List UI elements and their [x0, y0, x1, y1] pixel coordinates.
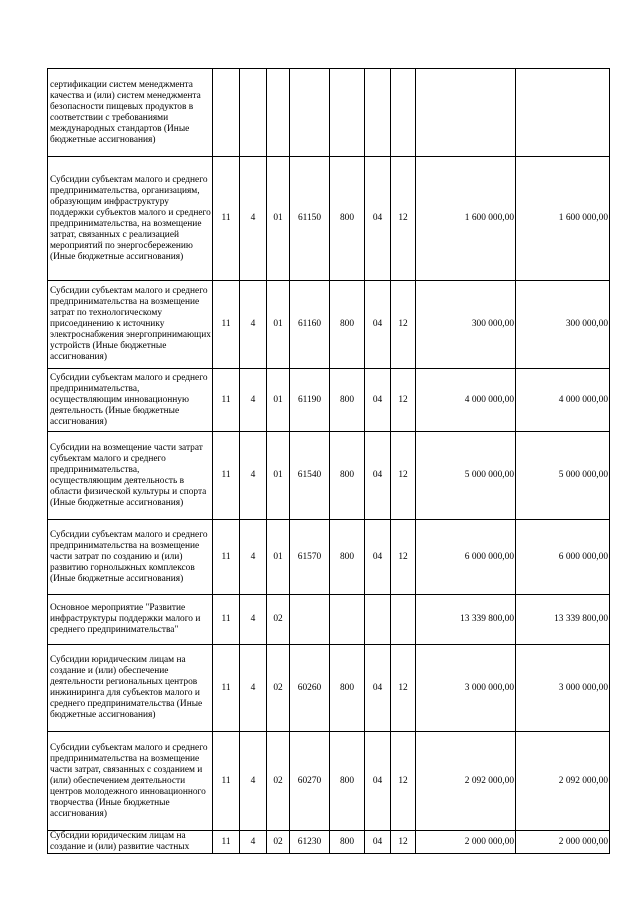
row-ministry-section: 04 [365, 831, 391, 854]
row-subprogram: 4 [240, 369, 267, 432]
row-description: Субсидии субъектам малого и среднего предпринимательства на возмещение части затрат, связанных с созданием и (или) обеспечением деятельности центров молодежного инновационного творчества (Иные бюджетные ассигнования) [48, 732, 213, 831]
row-section: 11 [213, 595, 240, 645]
row-target-code [290, 69, 330, 157]
row-description: сертификации систем менеджмента качества и (или) систем менеджмента безопасности пищевых продуктов в соответствии с требованиями международных стандартов (Иные бюджетные ассигнования) [48, 69, 213, 157]
row-event: 01 [267, 369, 290, 432]
row-target-code [290, 595, 330, 645]
row-expense-type: 800 [330, 281, 365, 369]
table-row [48, 69, 610, 157]
table-row [48, 831, 610, 854]
row-subsection: 12 [391, 520, 416, 595]
table-row [48, 732, 610, 831]
row-target-code: 61190 [290, 369, 330, 432]
row-amount-2: 2 092 000,00 [516, 732, 610, 831]
row-ministry-section [365, 69, 391, 157]
row-expense-type: 800 [330, 432, 365, 520]
row-section [213, 69, 240, 157]
row-description: Субсидии субъектам малого и среднего предпринимательства, осуществляющим инновационную деятельность (Иные бюджетные ассигнования) [48, 369, 213, 432]
row-subprogram: 4 [240, 645, 267, 732]
row-target-code: 60270 [290, 732, 330, 831]
row-ministry-section: 04 [365, 369, 391, 432]
row-amount-1: 2 092 000,00 [416, 732, 516, 831]
row-event: 02 [267, 831, 290, 854]
budget-table [47, 68, 610, 854]
table-row [48, 645, 610, 732]
row-ministry-section: 04 [365, 645, 391, 732]
row-ministry-section [365, 595, 391, 645]
row-amount-2: 13 339 800,00 [516, 595, 610, 645]
row-ministry-section: 04 [365, 432, 391, 520]
row-amount-2: 5 000 000,00 [516, 432, 610, 520]
row-subprogram: 4 [240, 520, 267, 595]
row-target-code: 61570 [290, 520, 330, 595]
row-event: 02 [267, 732, 290, 831]
row-amount-2 [516, 69, 610, 157]
table-row [48, 432, 610, 520]
row-description: Субсидии юридическим лицам на создание и (или) развитие частных [48, 831, 213, 854]
row-expense-type [330, 69, 365, 157]
row-target-code: 61230 [290, 831, 330, 854]
row-target-code: 60260 [290, 645, 330, 732]
row-subsection: 12 [391, 732, 416, 831]
row-ministry-section: 04 [365, 157, 391, 281]
row-description: Субсидии субъектам малого и среднего предпринимательства на возмещение части затрат по созданию и (или) развитию горнолыжных комплексов (Иные бюджетные ассигнования) [48, 520, 213, 595]
row-description: Основное мероприятие "Развитие инфраструктуры поддержки малого и среднего предпринимательства" [48, 595, 213, 645]
row-expense-type: 800 [330, 520, 365, 595]
row-amount-1 [416, 69, 516, 157]
row-event: 02 [267, 645, 290, 732]
row-subsection [391, 69, 416, 157]
row-expense-type: 800 [330, 645, 365, 732]
row-subsection: 12 [391, 157, 416, 281]
table-row [48, 281, 610, 369]
row-description: Субсидии на возмещение части затрат субъектам малого и среднего предпринимательства, осуществляющим деятельность в области физической культуры и спорта (Иные бюджетные ассигнования) [48, 432, 213, 520]
row-section: 11 [213, 157, 240, 281]
table-row [48, 595, 610, 645]
row-subsection [391, 595, 416, 645]
row-subsection: 12 [391, 432, 416, 520]
row-ministry-section: 04 [365, 281, 391, 369]
table-row [48, 369, 610, 432]
row-event: 02 [267, 595, 290, 645]
row-subsection: 12 [391, 645, 416, 732]
row-target-code: 61160 [290, 281, 330, 369]
row-description: Субсидии субъектам малого и среднего предпринимательства, организациям, образующим инфраструктуру поддержки субъектов малого и среднего предпринимательства, на возмещение затрат, связанных с реализацией мероприятий по энергосбережению (Иные бюджетные ассигнования) [48, 157, 213, 281]
row-amount-2: 300 000,00 [516, 281, 610, 369]
row-amount-2: 6 000 000,00 [516, 520, 610, 595]
row-amount-1: 4 000 000,00 [416, 369, 516, 432]
row-description: Субсидии юридическим лицам на создание и (или) обеспечение деятельности региональных центров инжиниринга для субъектов малого и среднего предпринимательства (Иные бюджетные ассигнования) [48, 645, 213, 732]
row-amount-2: 3 000 000,00 [516, 645, 610, 732]
row-section: 11 [213, 831, 240, 854]
row-ministry-section: 04 [365, 520, 391, 595]
row-subprogram: 4 [240, 595, 267, 645]
row-section: 11 [213, 432, 240, 520]
row-subprogram: 4 [240, 432, 267, 520]
table-row [48, 157, 610, 281]
row-expense-type [330, 595, 365, 645]
row-section: 11 [213, 281, 240, 369]
row-event [267, 69, 290, 157]
row-section: 11 [213, 645, 240, 732]
row-subsection: 12 [391, 369, 416, 432]
row-expense-type: 800 [330, 369, 365, 432]
row-event: 01 [267, 157, 290, 281]
row-expense-type: 800 [330, 831, 365, 854]
row-amount-1: 1 600 000,00 [416, 157, 516, 281]
row-amount-1: 6 000 000,00 [416, 520, 516, 595]
row-amount-1: 3 000 000,00 [416, 645, 516, 732]
row-subprogram: 4 [240, 831, 267, 854]
row-description: Субсидии субъектам малого и среднего предпринимательства на возмещение затрат по технологическому присоединению к источнику электроснабжения энергопринимающих устройств (Иные бюджетные ассигнования) [48, 281, 213, 369]
row-amount-1: 5 000 000,00 [416, 432, 516, 520]
table-body [48, 69, 610, 854]
table-row [48, 520, 610, 595]
row-amount-1: 300 000,00 [416, 281, 516, 369]
row-amount-2: 4 000 000,00 [516, 369, 610, 432]
row-subsection: 12 [391, 831, 416, 854]
row-subprogram: 4 [240, 157, 267, 281]
row-subprogram: 4 [240, 732, 267, 831]
row-expense-type: 800 [330, 732, 365, 831]
row-event: 01 [267, 281, 290, 369]
row-section: 11 [213, 369, 240, 432]
row-amount-2: 1 600 000,00 [516, 157, 610, 281]
row-section: 11 [213, 520, 240, 595]
row-expense-type: 800 [330, 157, 365, 281]
row-amount-1: 13 339 800,00 [416, 595, 516, 645]
row-subsection: 12 [391, 281, 416, 369]
row-event: 01 [267, 520, 290, 595]
row-section: 11 [213, 732, 240, 831]
row-amount-1: 2 000 000,00 [416, 831, 516, 854]
row-target-code: 61150 [290, 157, 330, 281]
row-subprogram: 4 [240, 281, 267, 369]
row-amount-2: 2 000 000,00 [516, 831, 610, 854]
row-target-code: 61540 [290, 432, 330, 520]
row-subprogram [240, 69, 267, 157]
row-ministry-section: 04 [365, 732, 391, 831]
row-event: 01 [267, 432, 290, 520]
